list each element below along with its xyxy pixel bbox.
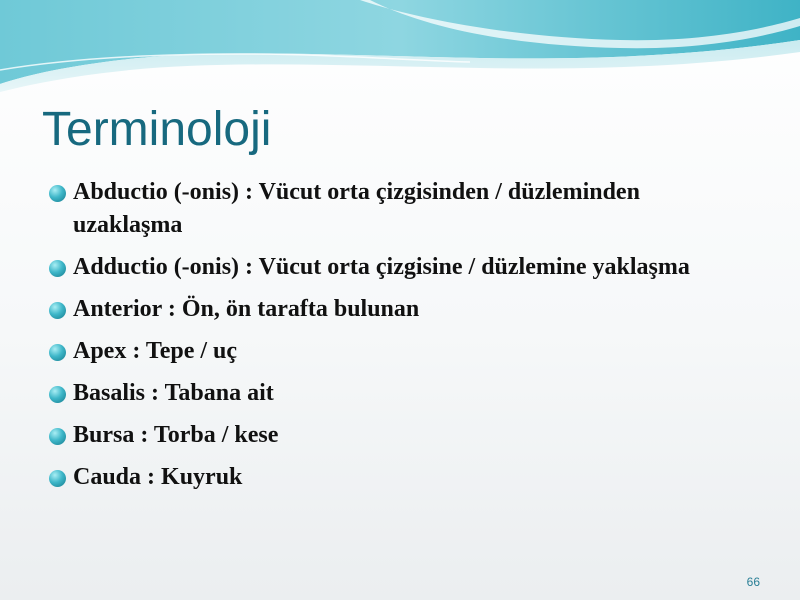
list-item xyxy=(49,377,749,410)
term-definition: Apex : Tepe / uç xyxy=(73,338,238,364)
bullet-icon xyxy=(49,386,66,403)
list-item xyxy=(49,419,749,452)
bullet-icon xyxy=(49,185,66,202)
list-item xyxy=(49,176,749,242)
term-definition: Abductio (-onis) : Vücut orta çizgisinden / düzleminden uzaklaşma xyxy=(73,179,640,238)
list-item xyxy=(49,335,749,368)
list-item xyxy=(49,461,749,494)
term-definition: Cauda : Kuyruk xyxy=(73,464,243,490)
bullet-icon xyxy=(49,260,66,277)
term-definition: Bursa : Torba / kese xyxy=(73,422,279,448)
list-item xyxy=(49,293,749,326)
bullet-icon xyxy=(49,344,66,361)
bullet-icon xyxy=(49,428,66,445)
bullet-icon xyxy=(49,302,66,319)
term-list xyxy=(49,176,749,503)
bullet-icon xyxy=(49,470,66,487)
term-definition: Basalis : Tabana ait xyxy=(73,380,274,406)
page-number: 66 xyxy=(746,575,760,589)
header-wave-decoration xyxy=(0,0,800,95)
term-definition: Anterior : Ön, ön tarafta bulunan xyxy=(73,296,420,322)
slide-title: Terminoloji xyxy=(42,103,272,156)
list-item xyxy=(49,251,749,284)
term-definition: Adductio (-onis) : Vücut orta çizgisine / düzlemine yaklaşma xyxy=(73,254,690,280)
